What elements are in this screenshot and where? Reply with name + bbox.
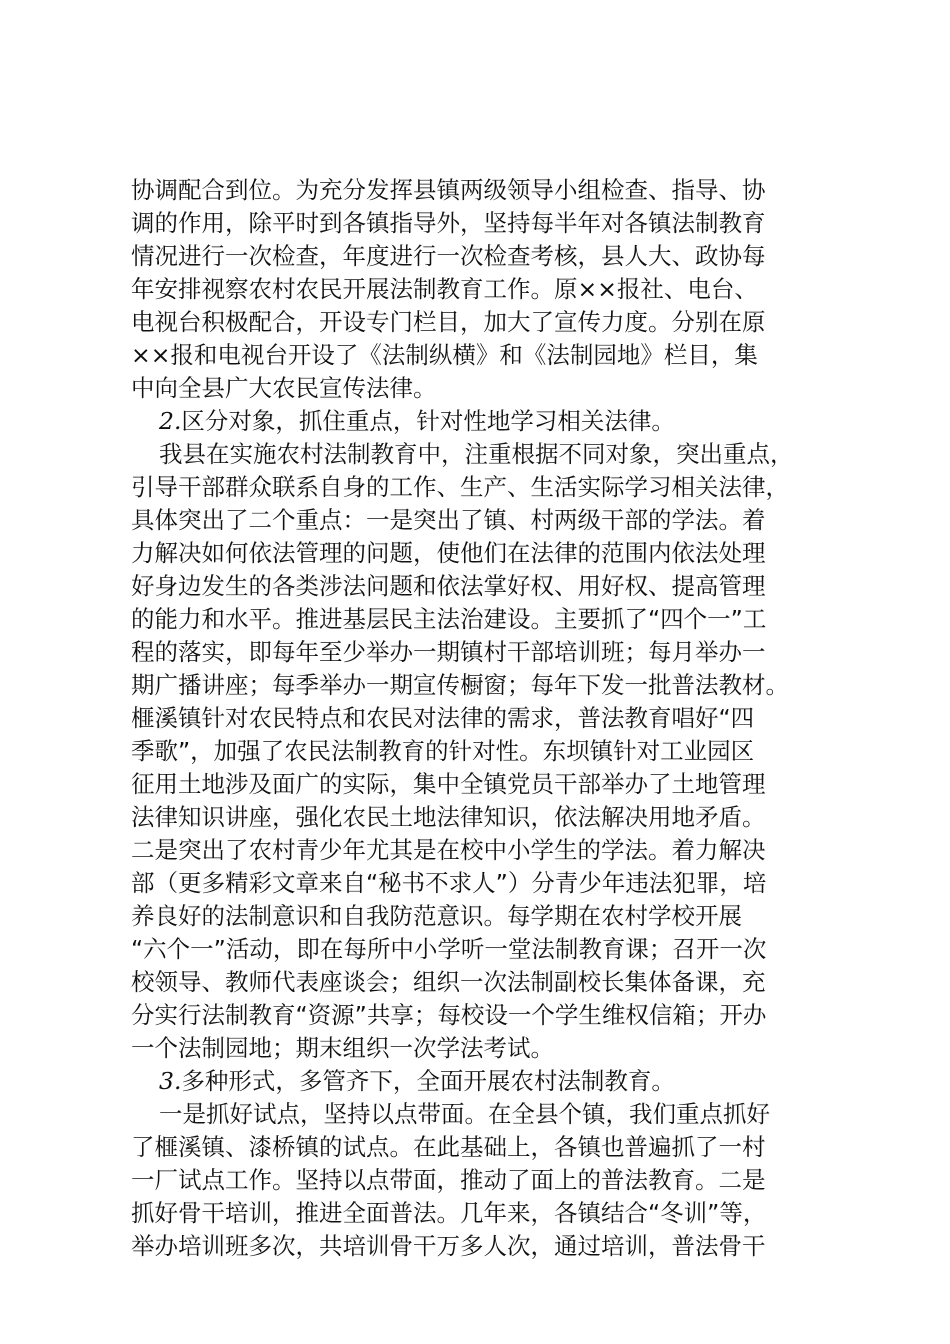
text-line: 好身边发生的各类涉法问题和依法掌好权、用好权、提高管理	[131, 572, 766, 600]
text-line: 电视台积极配合，开设专门栏目，加大了宣传力度。分别在原	[131, 308, 766, 336]
section-number: 3.	[159, 1067, 182, 1095]
text-line: 二是突出了农村青少年尤其是在校中小学生的学法。着力解决	[131, 836, 766, 864]
text-line: 季歌”，加强了农民法制教育的针对性。东坝镇针对工业园区	[131, 737, 755, 765]
text-line: “六个一”活动，即在每所中小学听一堂法制教育课；召开一次	[131, 935, 767, 963]
body-text	[131, 174, 851, 1263]
text-line: 具体突出了二个重点：一是突出了镇、村两级干部的学法。着	[131, 506, 766, 534]
text-line: 法律知识讲座，强化农民土地法律知识，依法解决用地矛盾。	[131, 803, 766, 831]
text-line: 校领导、教师代表座谈会；组织一次法制副校长集体备课，充	[131, 968, 766, 996]
text-line: ××报和电视台开设了《法制纵横》和《法制园地》栏目，集	[131, 341, 758, 369]
text-line: 引导干部群众联系自身的工作、生产、生活实际学习相关法律，	[131, 473, 789, 501]
text-line: 分实行法制教育“资源”共享；每校设一个学生维权信箱；开办	[131, 1001, 767, 1029]
text-line: 养良好的法制意识和自我防范意识。每学期在农村学校开展	[131, 902, 742, 930]
text-line: 一是抓好试点，坚持以点带面。在全县个镇，我们重点抓好	[159, 1100, 770, 1128]
text-line: 抓好骨干培训，推进全面普法。几年来，各镇结合“冬训”等，	[131, 1199, 767, 1227]
text-line: 期广播讲座；每季举办一期宣传橱窗；每年下发一批普法教材。	[131, 671, 789, 699]
text-line: 程的落实，即每年至少举办一期镇村干部培训班；每月举办一	[131, 638, 766, 666]
text-line: 一个法制园地；期末组织一次学法考试。	[131, 1034, 554, 1062]
text-line: 了榧溪镇、漆桥镇的试点。在此基础上，各镇也普遍抓了一村	[131, 1133, 766, 1161]
text-line: 情况进行一次检查，年度进行一次检查考核，县人大、政协每	[131, 242, 766, 270]
section-number: 2.	[159, 407, 182, 435]
text-line: 征用土地涉及面广的实际，集中全镇党员干部举办了土地管理	[131, 770, 766, 798]
section-heading-text: 多种形式，多管齐下，全面开展农村法制教育。	[181, 1067, 675, 1095]
section-heading-2	[131, 405, 851, 438]
section-heading-text: 区分对象，抓住重点，针对性地学习相关法律。	[181, 407, 675, 435]
text-line: 中向全县广大农民宣传法律。	[131, 374, 437, 402]
text-line: 一厂试点工作。坚持以点带面，推动了面上的普法教育。二是	[131, 1166, 766, 1194]
text-line: 的能力和水平。推进基层民主法治建设。主要抓了“四个一”工	[131, 605, 767, 633]
text-line: 力解决如何依法管理的问题，使他们在法律的范围内依法处理	[131, 539, 766, 567]
text-line: 协调配合到位。为充分发挥县镇两级领导小组检查、指导、协	[131, 176, 766, 204]
text-line: 我县在实施农村法制教育中，注重根据不同对象，突出重点，	[159, 440, 794, 468]
section-heading-3	[131, 1065, 851, 1098]
text-line: 举办培训班多次，共培训骨干万多人次，通过培训，普法骨干	[131, 1232, 766, 1260]
text-line: 调的作用，除平时到各镇指导外，坚持每半年对各镇法制教育	[131, 209, 766, 237]
text-line: 榧溪镇针对农民特点和农民对法律的需求，普法教育唱好“四	[131, 704, 755, 732]
text-line: 部（更多精彩文章来自“秘书不求人”）分青少年违法犯罪，培	[131, 869, 767, 897]
text-line: 年安排视察农村农民开展法制教育工作。原××报社、电台、	[131, 275, 758, 303]
